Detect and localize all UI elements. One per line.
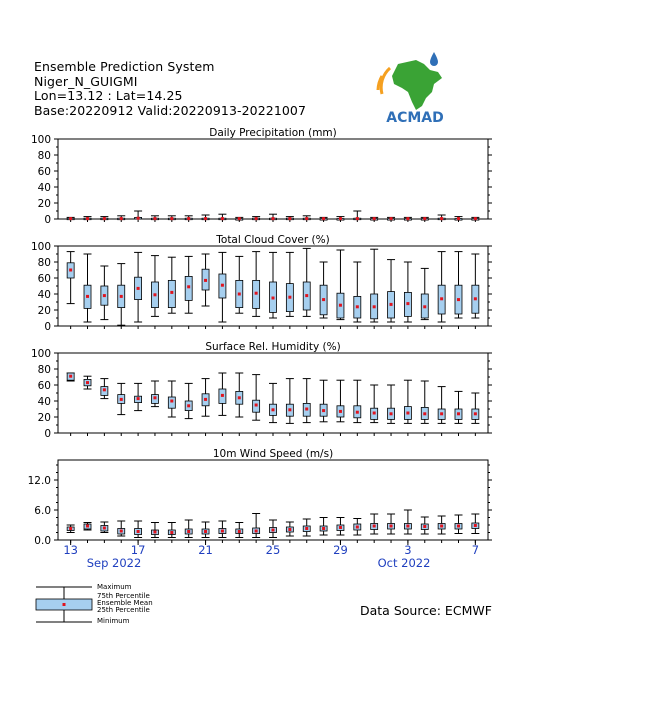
mean-marker bbox=[390, 303, 393, 306]
y-tick-label: 20 bbox=[37, 412, 51, 424]
mean-marker bbox=[474, 217, 477, 220]
mean-marker bbox=[406, 217, 409, 220]
mean-marker bbox=[339, 526, 342, 529]
mean-marker bbox=[406, 525, 409, 528]
chart-title: Total Cloud Cover (%) bbox=[216, 234, 330, 246]
mean-marker bbox=[86, 295, 89, 298]
mean-marker bbox=[272, 217, 275, 220]
header-coordinates: Lon=13.12 : Lat=14.25 bbox=[34, 88, 183, 103]
data-source: Data Source: ECMWF bbox=[360, 603, 492, 618]
mean-marker bbox=[373, 305, 376, 308]
mean-marker bbox=[103, 294, 106, 297]
mean-marker bbox=[255, 404, 258, 407]
mean-marker bbox=[137, 530, 140, 533]
mean-marker bbox=[288, 528, 291, 531]
mean-marker bbox=[120, 530, 123, 533]
mean-marker bbox=[120, 217, 123, 220]
y-tick-label: 40 bbox=[37, 182, 51, 194]
mean-marker bbox=[457, 525, 460, 528]
mean-marker bbox=[153, 531, 156, 534]
mean-marker bbox=[153, 293, 156, 296]
mean-marker bbox=[339, 304, 342, 307]
mean-marker bbox=[390, 525, 393, 528]
mean-marker bbox=[103, 527, 106, 530]
mean-marker bbox=[221, 394, 224, 397]
legend-mean-marker bbox=[63, 603, 66, 606]
mean-marker bbox=[221, 217, 224, 220]
y-tick-label: 40 bbox=[37, 396, 51, 408]
mean-marker bbox=[474, 524, 477, 527]
header-base-valid: Base:20220912 Valid:20220913-20221007 bbox=[34, 102, 307, 118]
mean-marker bbox=[69, 269, 72, 272]
mean-marker bbox=[474, 412, 477, 415]
chart-title: Daily Precipitation (mm) bbox=[209, 127, 337, 139]
x-day-label: 21 bbox=[198, 543, 213, 557]
y-tick-label: 20 bbox=[37, 198, 51, 210]
mean-marker bbox=[204, 279, 207, 282]
y-tick-label: 40 bbox=[37, 289, 51, 301]
y-tick-label: 6.0 bbox=[34, 505, 51, 517]
mean-marker bbox=[255, 292, 258, 295]
mean-marker bbox=[69, 375, 72, 378]
mean-marker bbox=[255, 217, 258, 220]
mean-marker bbox=[120, 398, 123, 401]
mean-marker bbox=[86, 525, 89, 528]
mean-marker bbox=[187, 285, 190, 288]
mean-marker bbox=[305, 294, 308, 297]
box-iqr bbox=[168, 280, 175, 307]
mean-marker bbox=[69, 527, 72, 530]
mean-marker bbox=[170, 217, 173, 220]
y-tick-label: 100 bbox=[30, 348, 51, 360]
mean-marker bbox=[272, 529, 275, 532]
y-tick-label: 0.0 bbox=[34, 535, 51, 547]
mean-marker bbox=[288, 296, 291, 299]
mean-marker bbox=[221, 284, 224, 287]
mean-marker bbox=[457, 412, 460, 415]
x-day-label: 29 bbox=[333, 543, 348, 557]
legend-maximum-label: Maximum bbox=[97, 583, 132, 591]
mean-marker bbox=[153, 396, 156, 399]
legend-p75-label: 75th Percentile bbox=[97, 592, 150, 600]
box-iqr bbox=[185, 276, 192, 300]
y-tick-label: 20 bbox=[37, 305, 51, 317]
y-tick-label: 80 bbox=[37, 150, 51, 162]
y-tick-label: 0 bbox=[44, 321, 51, 333]
mean-marker bbox=[423, 525, 426, 528]
mean-marker bbox=[69, 217, 72, 220]
mean-marker bbox=[221, 530, 224, 533]
mean-marker bbox=[339, 410, 342, 413]
mean-marker bbox=[170, 400, 173, 403]
x-day-label: 17 bbox=[130, 543, 146, 557]
mean-marker bbox=[204, 217, 207, 220]
mean-marker bbox=[238, 530, 241, 533]
mean-marker bbox=[187, 217, 190, 220]
mean-marker bbox=[120, 295, 123, 298]
mean-marker bbox=[238, 217, 241, 220]
mean-marker bbox=[406, 302, 409, 305]
plot-frame bbox=[58, 139, 488, 219]
x-day-label: 3 bbox=[404, 543, 412, 557]
mean-marker bbox=[238, 293, 241, 296]
mean-marker bbox=[322, 527, 325, 530]
mean-marker bbox=[373, 217, 376, 220]
mean-marker bbox=[153, 217, 156, 220]
mean-marker bbox=[423, 217, 426, 220]
mean-marker bbox=[390, 412, 393, 415]
mean-marker bbox=[103, 388, 106, 391]
mean-marker bbox=[356, 411, 359, 414]
mean-marker bbox=[322, 217, 325, 220]
mean-marker bbox=[390, 217, 393, 220]
mean-marker bbox=[305, 527, 308, 530]
chart-title: Surface Rel. Humidity (%) bbox=[205, 341, 341, 353]
mean-marker bbox=[288, 217, 291, 220]
y-tick-label: 0 bbox=[44, 214, 51, 226]
mean-marker bbox=[440, 525, 443, 528]
y-tick-label: 100 bbox=[30, 241, 51, 253]
y-tick-label: 60 bbox=[37, 380, 51, 392]
header-title: Ensemble Prediction System bbox=[34, 59, 215, 74]
box-iqr bbox=[168, 397, 175, 408]
mean-marker bbox=[322, 409, 325, 412]
legend-minimum-label: Minimum bbox=[97, 617, 130, 625]
chart-title: 10m Wind Speed (m/s) bbox=[212, 448, 334, 460]
mean-marker bbox=[86, 217, 89, 220]
mean-marker bbox=[137, 397, 140, 400]
y-tick-label: 0 bbox=[44, 428, 51, 440]
mean-marker bbox=[86, 381, 89, 384]
mean-marker bbox=[356, 217, 359, 220]
mean-marker bbox=[170, 531, 173, 534]
mean-marker bbox=[204, 530, 207, 533]
mean-marker bbox=[440, 412, 443, 415]
mean-marker bbox=[474, 297, 477, 300]
y-tick-label: 60 bbox=[37, 273, 51, 285]
legend-mean-label: Ensemble Mean bbox=[97, 599, 153, 607]
mean-marker bbox=[356, 526, 359, 529]
mean-marker bbox=[356, 305, 359, 308]
x-month-label: Sep 2022 bbox=[86, 556, 142, 570]
mean-marker bbox=[373, 412, 376, 415]
y-tick-label: 100 bbox=[30, 134, 51, 146]
mean-marker bbox=[103, 217, 106, 220]
mean-marker bbox=[440, 297, 443, 300]
mean-marker bbox=[440, 217, 443, 220]
mean-marker bbox=[288, 408, 291, 411]
legend-p25-label: 25th Percentile bbox=[97, 606, 150, 614]
mean-marker bbox=[406, 412, 409, 415]
x-day-label: 13 bbox=[63, 543, 78, 557]
mean-marker bbox=[339, 217, 342, 220]
mean-marker bbox=[255, 530, 258, 533]
x-day-label: 25 bbox=[265, 543, 281, 557]
x-month-label: Oct 2022 bbox=[377, 556, 431, 570]
y-tick-label: 12.0 bbox=[27, 475, 51, 487]
mean-marker bbox=[305, 408, 308, 411]
mean-marker bbox=[272, 297, 275, 300]
x-day-label: 7 bbox=[471, 543, 480, 557]
header-station: Niger_N_GUIGMI bbox=[34, 73, 138, 89]
mean-marker bbox=[187, 530, 190, 533]
mean-marker bbox=[322, 298, 325, 301]
mean-marker bbox=[238, 396, 241, 399]
mean-marker bbox=[305, 217, 308, 220]
mean-marker bbox=[187, 404, 190, 407]
mean-marker bbox=[373, 525, 376, 528]
y-tick-label: 80 bbox=[37, 257, 51, 269]
y-tick-label: 60 bbox=[37, 166, 51, 178]
mean-marker bbox=[204, 398, 207, 401]
mean-marker bbox=[137, 287, 140, 290]
mean-marker bbox=[137, 217, 140, 220]
mean-marker bbox=[423, 305, 426, 308]
mean-marker bbox=[457, 217, 460, 220]
mean-marker bbox=[170, 291, 173, 294]
y-tick-label: 80 bbox=[37, 364, 51, 376]
mean-marker bbox=[457, 298, 460, 301]
logo-text: ACMAD bbox=[386, 110, 444, 126]
mean-marker bbox=[272, 408, 275, 411]
mean-marker bbox=[423, 412, 426, 415]
